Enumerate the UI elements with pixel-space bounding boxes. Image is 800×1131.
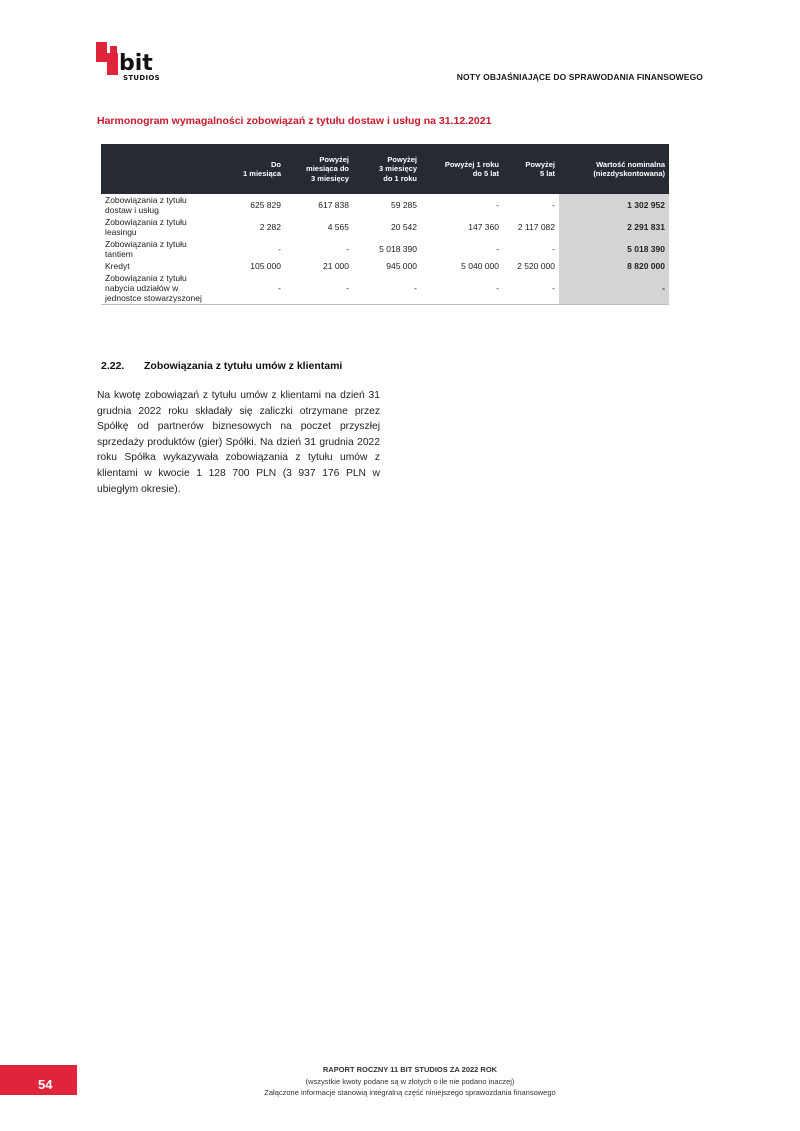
row-total: 1 302 952 xyxy=(559,194,669,216)
row-label: Kredyt xyxy=(105,261,130,271)
row-total: 2 291 831 xyxy=(559,216,669,238)
table-cell: - xyxy=(346,244,349,254)
subsection-heading xyxy=(101,360,342,372)
logo-wordmark: bit xyxy=(119,51,153,76)
table-cell: - xyxy=(285,272,353,305)
table-cell: 21 000 xyxy=(323,261,349,271)
footer-note-integral: Załączone informacje stanowią integralną część niniejszego sprawozdania finansowego xyxy=(264,1088,556,1097)
table-row xyxy=(101,216,669,238)
table-row xyxy=(101,194,669,216)
body-paragraph: Na kwotę zobowiązań z tytułu umów z klientami na dzień 31 grudnia 2022 roku składały się zaliczki otrzymane przez Spółkę od partnerów biznesowych na poczet przyszłej sprzedaży produktów (gier) Spółki. Na dzień 31 grudnia 2022 roku Spółka wykazywała zobowiązania z tytułu umów z klientami w kwocie 1 128 700 PLN (3 937 176 PLN w ubiegłym okresie). xyxy=(97,390,380,495)
table-header-cell xyxy=(101,144,215,194)
footer-title: RAPORT ROCZNY 11 BIT STUDIOS ZA 2022 ROK xyxy=(322,1065,498,1074)
footer-note-amounts: (wszystkie kwoty podane są w złotych o ile nie podano inaczej) xyxy=(305,1077,515,1086)
row-label: Zobowiązania z tytułu dostaw i usług xyxy=(105,195,187,215)
table-cell: - xyxy=(215,272,285,305)
table-cell: 2 520 000 xyxy=(517,261,555,271)
table-row xyxy=(101,260,669,272)
table-cell: 945 000 xyxy=(386,261,417,271)
table-cell: 617 838 xyxy=(318,200,349,210)
table-row xyxy=(101,238,669,260)
table-cell: 20 542 xyxy=(391,222,417,232)
logo-subtitle: STUDIOS xyxy=(123,74,161,82)
table-cell: - xyxy=(496,244,499,254)
table-header-row xyxy=(101,144,669,194)
table-cell: 2 117 082 xyxy=(517,222,555,232)
company-logo xyxy=(96,42,176,82)
table-header-cell: Do 1 miesiąca xyxy=(215,144,285,194)
row-label: Zobowiązania z tytułu leasingu xyxy=(105,217,187,237)
table-cell: - xyxy=(503,272,559,305)
table-cell: - xyxy=(496,200,499,210)
table-cell: - xyxy=(552,244,555,254)
table-cell: 5 018 390 xyxy=(379,244,417,254)
maturity-table xyxy=(101,144,669,305)
subsection-title: Zobowiązania z tytułu umów z klientami xyxy=(144,360,343,372)
table-header-cell: Powyżej miesiąca do 3 miesięcy xyxy=(285,144,353,194)
subsection-number: 2.22. xyxy=(101,360,125,372)
header-title: NOTY OBJAŚNIAJĄCE DO SPRAWODANIA FINANSOWEGO xyxy=(456,72,703,82)
table-cell: 105 000 xyxy=(250,261,281,271)
row-total: 8 820 000 xyxy=(559,260,669,272)
table-header-cell: Powyżej 1 roku do 5 lat xyxy=(421,144,503,194)
table-cell: 4 565 xyxy=(327,222,349,232)
table-header-cell: Powyżej 3 miesięcy do 1 roku xyxy=(353,144,421,194)
table-cell: 147 360 xyxy=(468,222,499,232)
row-total: 5 018 390 xyxy=(559,238,669,260)
table-cell: - xyxy=(278,244,281,254)
row-label: Zobowiązania z tytułu tantiem xyxy=(105,239,187,259)
table-cell: - xyxy=(353,272,421,305)
table-header-cell: Wartość nominalna (niezdyskontowana) xyxy=(559,144,669,194)
table-cell: 5 040 000 xyxy=(461,261,499,271)
table-cell: - xyxy=(421,272,503,305)
table-cell: - xyxy=(552,200,555,210)
table-cell: 2 282 xyxy=(259,222,281,232)
table-cell: 59 285 xyxy=(391,200,417,210)
row-total: - xyxy=(559,272,669,305)
table-cell: 625 829 xyxy=(250,200,281,210)
row-label: Zobowiązania z tytułu nabycia udziałów w jednostce stowarzyszonej xyxy=(101,272,215,305)
table-row xyxy=(101,272,669,305)
page-number: 54 xyxy=(38,1077,53,1092)
section-heading: Harmonogram wymagalności zobowiązań z tytułu dostaw i usług na 31.12.2021 xyxy=(97,115,492,127)
table-header-cell: Powyżej 5 lat xyxy=(503,144,559,194)
